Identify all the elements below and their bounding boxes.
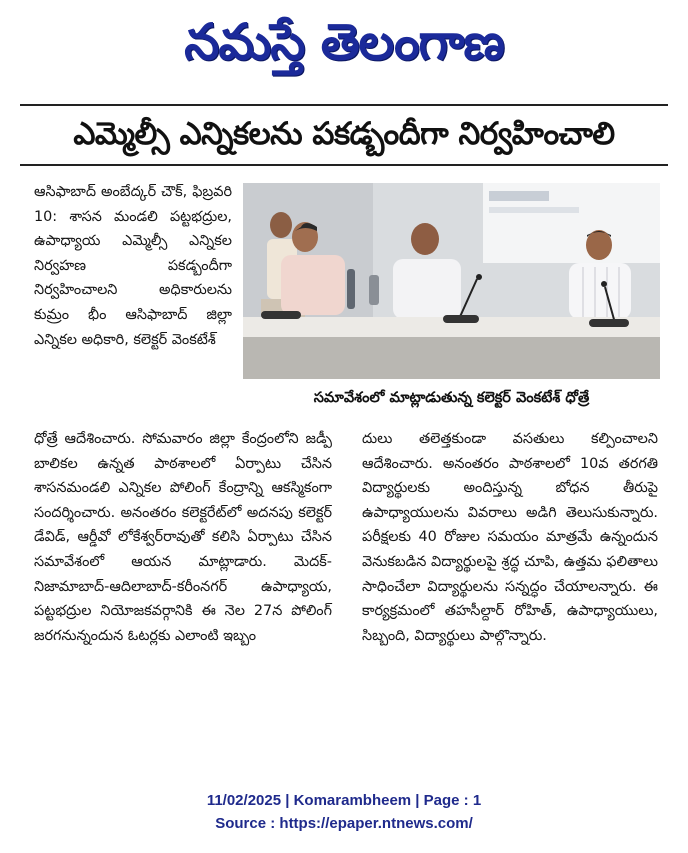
masthead-title: నమస్తే తెలంగాణ <box>184 13 504 71</box>
meeting-photo <box>243 183 660 379</box>
footer-date-line: 11/02/2025 | Komarambheem | Page : 1 <box>206 792 482 809</box>
article-headline: ఎమ్మెల్సీ ఎన్నికలను పకడ్బందీగా నిర్వహించాలి <box>73 116 615 152</box>
meeting-photo-image <box>243 183 660 379</box>
headline-rule-bottom <box>20 164 668 166</box>
article-body-part3: దులు తలెత్తకుండా వసతులు కల్పించాలని ఆదేశించారు. అనంతరం పాఠశాలలో 10వ తరగతి విద్యార్థులకు అందిస్తున్న బోధన తీరుపై ఉపాధ్యాయులను వివరాలు అడిగి తెలుసుకున్నారు. పరీక్షలకు 40 రోజుల సమయం మాత్రమే ఉన్నందున వెనుకబడిన విద్యార్థులపై శ్రద్ధ చూపి, ఉత్తమ ఫలితాలు సాధించేలా విద్యార్థులను సన్నద్ధం చేయాలన్నారు. ఈ కార్యక్రమంలో తహసీల్దార్ రోహిత్, ఉపాధ్యాయులు, సిబ్బంది, విద్యార్థులు పాల్గొన్నారు. <box>362 431 658 644</box>
headline-rule-top <box>20 104 668 106</box>
masthead <box>0 6 688 78</box>
footer-source-line: Source : https://epaper.ntnews.com/ <box>215 815 473 832</box>
article-body-part2: ధోత్రే ఆదేశించారు. సోమవారం జిల్లా కేంద్రంలోని జడ్పీ బాలికల ఉన్నత పాఠశాలలో ఏర్పాటు చేసిన శాసనమండలి ఎన్నికల పోలింగ్ కేంద్రాన్ని ఆకస్మికంగా సందర్శించారు. అనంతరం కలెక్టరేట్‌లో అదనపు కలెక్టర్ డేవిడ్, ఆర్డీవో లోకేశ్వర్‌రావుతో కలిసి ఏర్పాటు చేసిన సమావేశంలో ఆయన మాట్లాడారు. మెదక్-నిజామాబాద్-ఆదిలాబాద్-కరీంనగర్ ఉపాధ్యాయ, పట్టభద్రుల నియోజకవర్గానికి ఈ నెల 27న పోలింగ్ జరగనున్నందున ఓటర్లకు ఎలాంటి ఇబ్బం <box>34 431 332 644</box>
photo-caption: సమావేశంలో మాట్లాడుతున్న కలెక్టర్ వెంకటేశ్ ధోత్రే <box>313 390 590 406</box>
article-body-part1: ఆసిఫాబాద్ అంబేద్కర్ చౌక్, ఫిబ్రవరి 10: శాసన మండలి పట్టభద్రుల, ఉపాధ్యాయ ఎమ్మెల్సీ ఎన్నికల నిర్వహణ పకడ్బందీగా నిర్వహించాలని అధికారులను కుమ్రం భీం ఆసిఫాబాద్ జిల్లా ఎన్నికల అధికారి, కలెక్టర్ వెంకటేశ్ <box>34 184 232 348</box>
